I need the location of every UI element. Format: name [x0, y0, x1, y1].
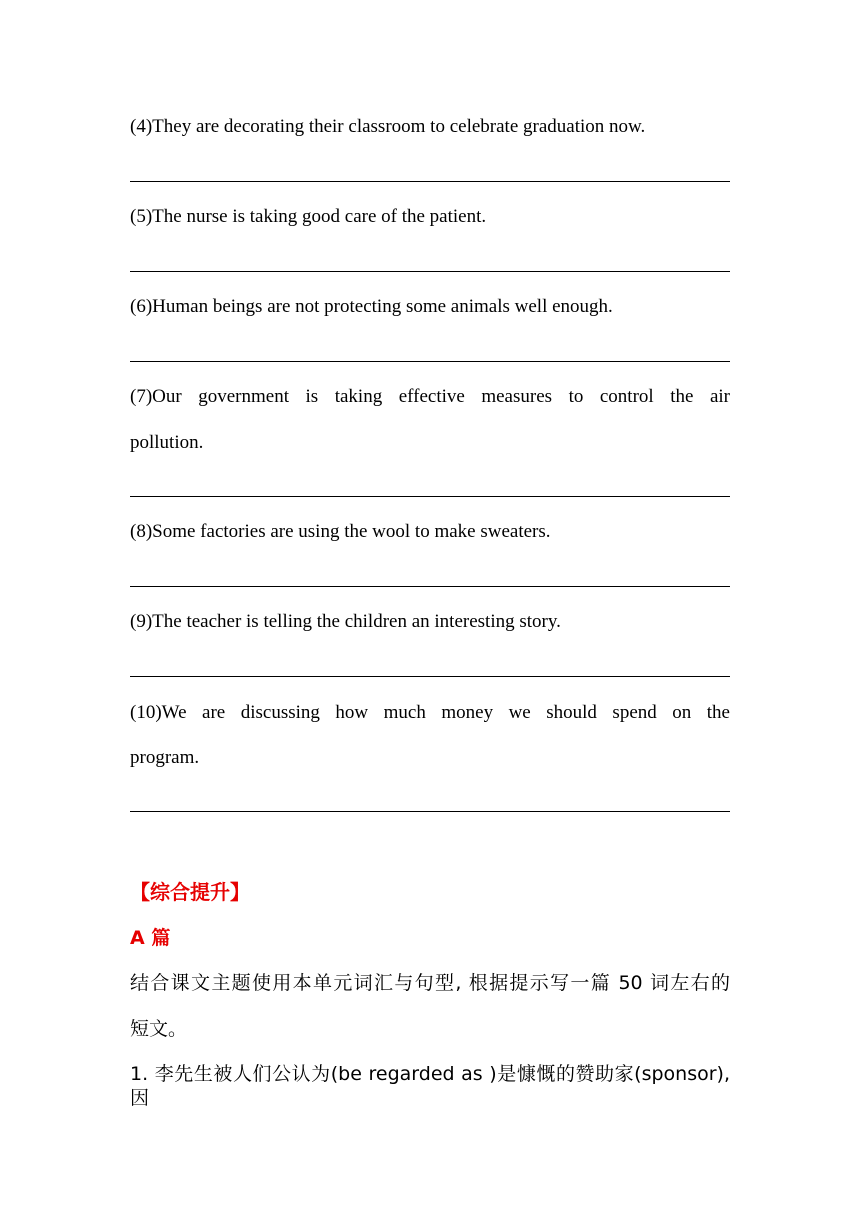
answer-line-6 [130, 361, 730, 362]
exercise-7-sentence-line-1: (7)Our government is taking effective measures to control the air [130, 386, 730, 407]
exercise-10-sentence-line-2: program. [130, 747, 200, 768]
exercise-8-sentence: (8)Some factories are using the wool to make sweaters. [130, 521, 551, 542]
section-heading: 【综合提升】 [130, 880, 250, 904]
answer-line-4 [130, 181, 730, 182]
answer-line-7 [130, 496, 730, 497]
answer-line-9 [130, 676, 730, 677]
prompt-item-1: 1. 李先生被人们公认为(be regarded as )是慷慨的赞助家(sponsor), 因 [130, 1063, 730, 1109]
instruction-line-1: 结合课文主题使用本单元词汇与句型, 根据提示写一篇 50 词左右的 [130, 972, 730, 994]
instruction-line-2: 短文。 [130, 1018, 188, 1040]
exercise-9-sentence: (9)The teacher is telling the children an interesting story. [130, 611, 561, 632]
exercise-7-sentence-line-2: pollution. [130, 432, 204, 453]
answer-line-10 [130, 811, 730, 812]
answer-line-5 [130, 271, 730, 272]
part-label: A 篇 [130, 927, 171, 949]
exercise-4-sentence: (4)They are decorating their classroom to celebrate graduation now. [130, 116, 646, 137]
answer-line-8 [130, 586, 730, 587]
exercise-10-sentence-line-1: (10)We are discussing how much money we should spend on the [130, 702, 730, 723]
exercise-6-sentence: (6)Human beings are not protecting some animals well enough. [130, 296, 613, 317]
exercise-5-sentence: (5)The nurse is taking good care of the patient. [130, 206, 487, 227]
